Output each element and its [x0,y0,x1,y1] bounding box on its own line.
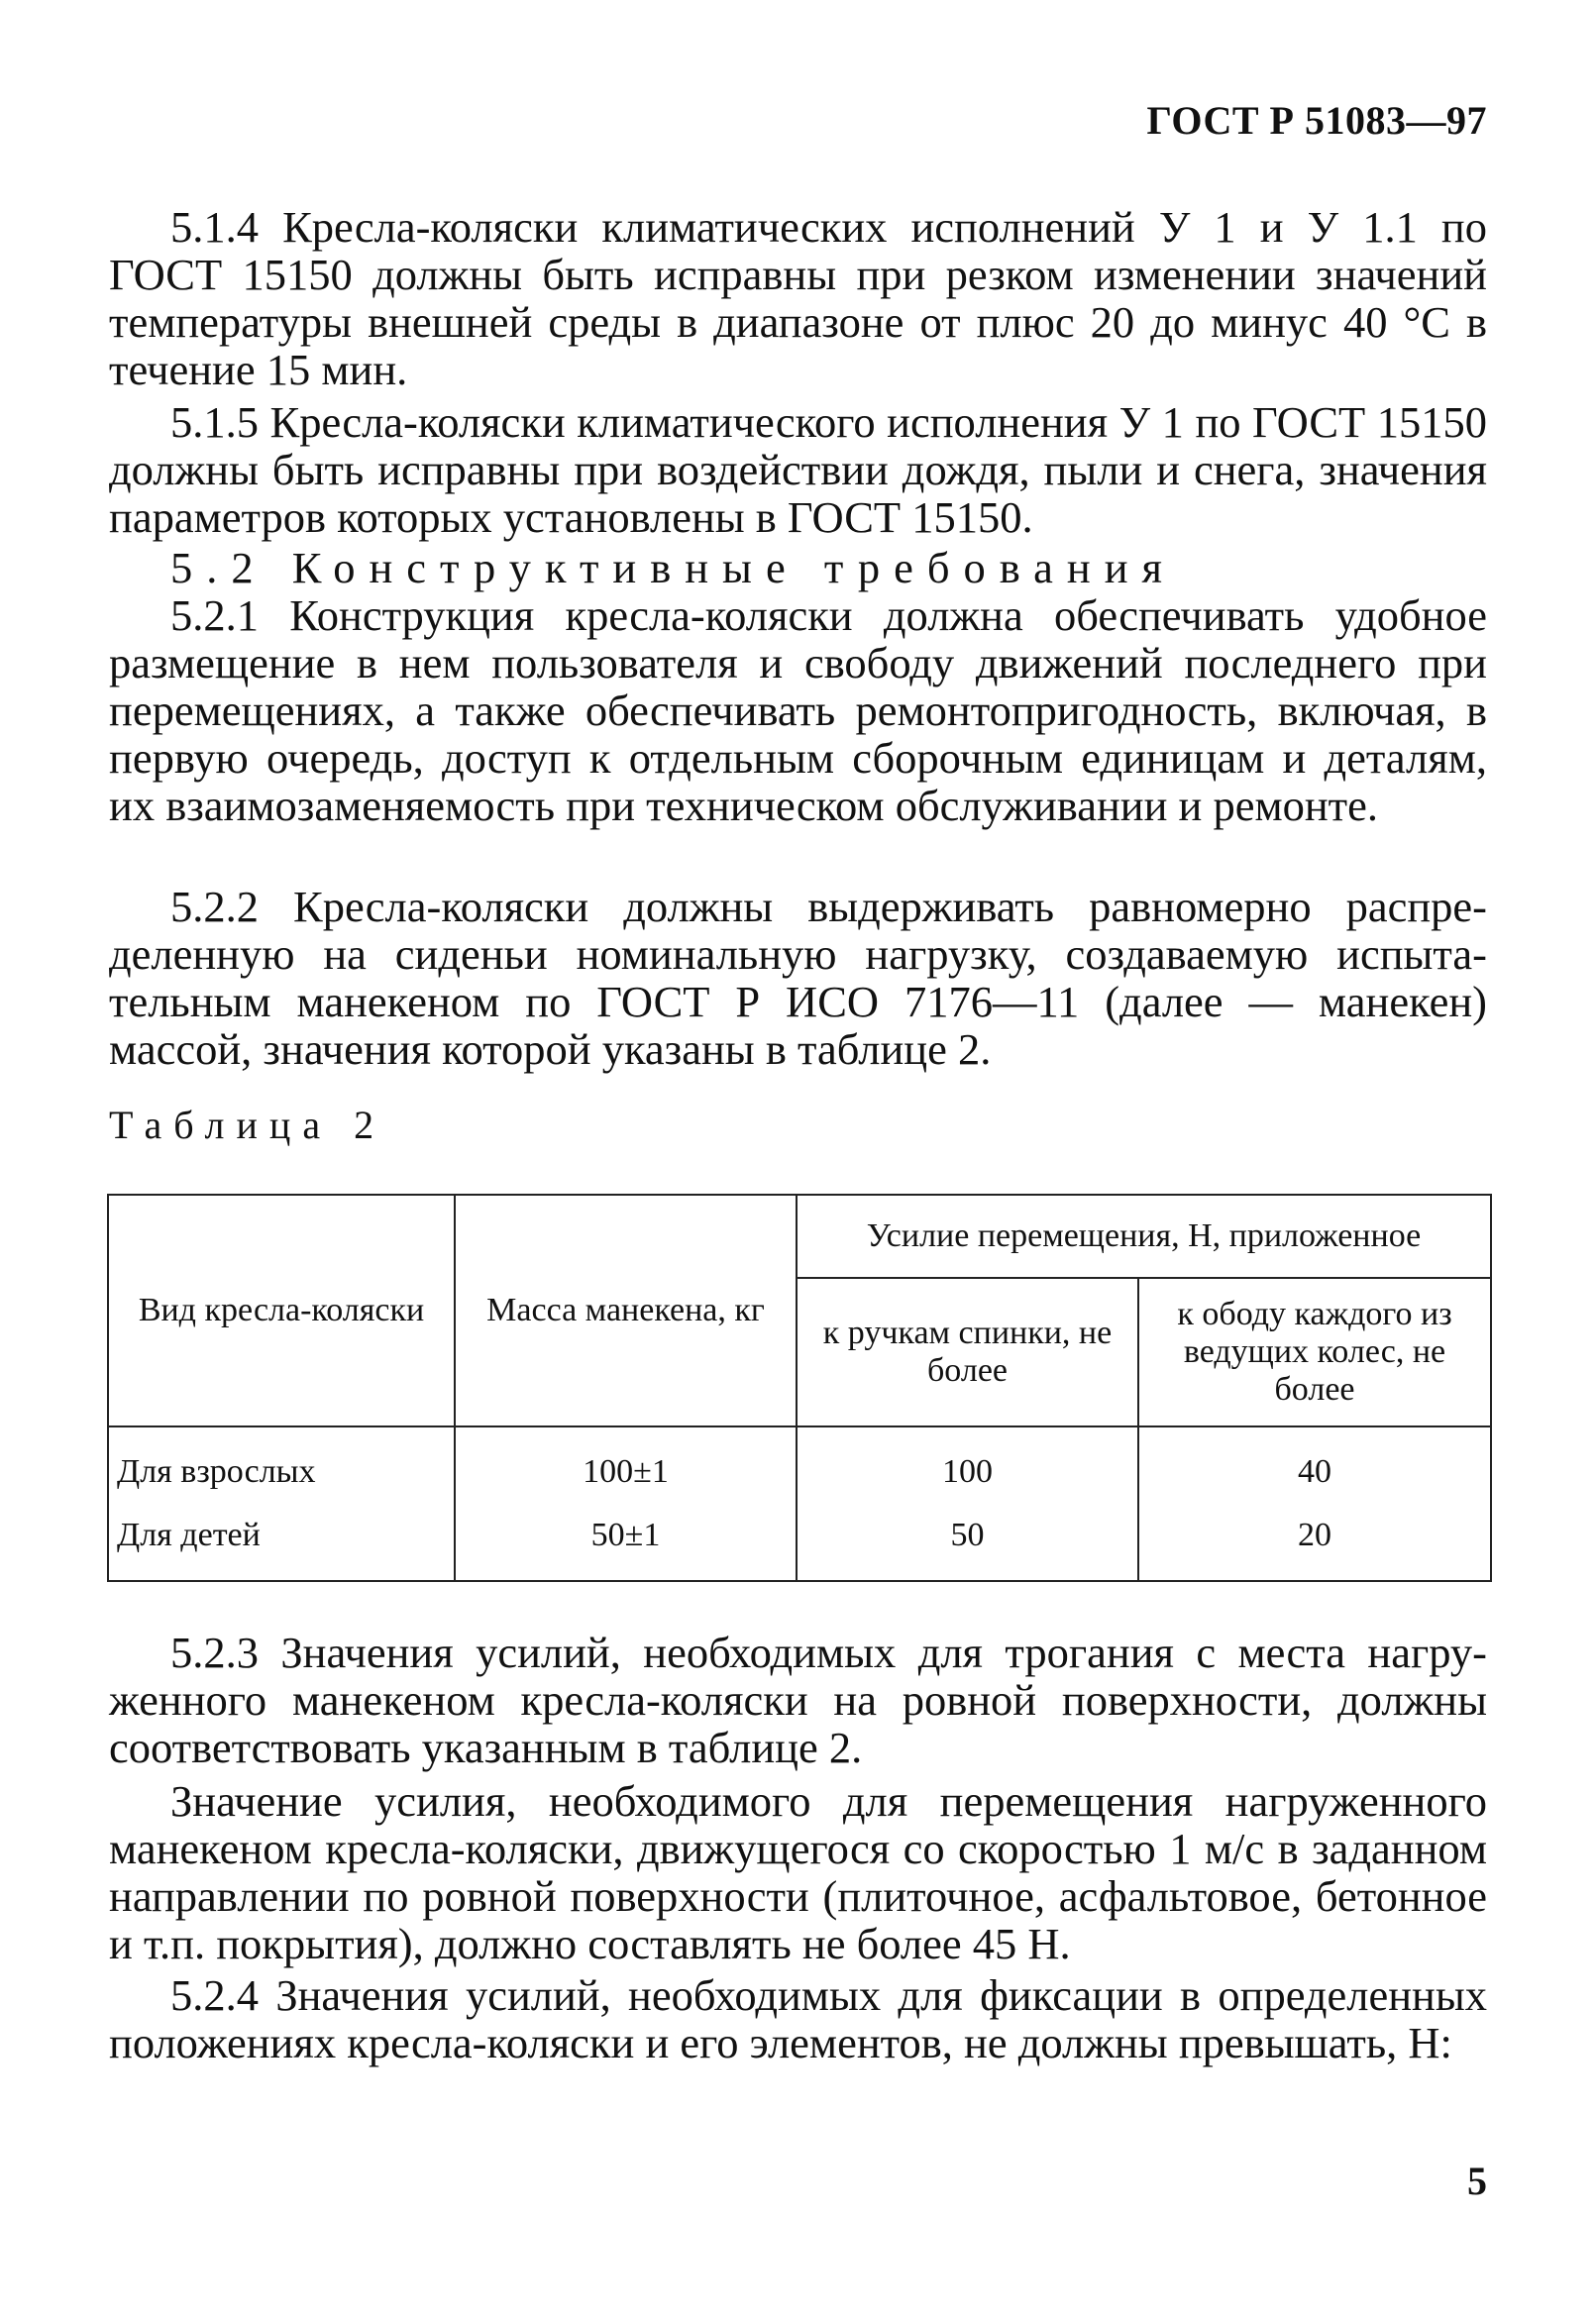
cell-rim: 20 [1138,1517,1491,1581]
header-force-handles: к ручкам спинки, не более [797,1278,1138,1426]
cell-type: Для детей [108,1517,455,1581]
table-row [108,1517,1491,1581]
cell-rim: 40 [1138,1426,1491,1517]
page-number: 5 [1467,2159,1487,2203]
section-heading-5-2: 5.2 Конструктивные требования [170,543,1176,592]
cell-handles: 100 [797,1426,1138,1517]
paragraph-5-1-4: 5.1.4 Кресла-коляски климатических исполнений У 1 и У 1.1 по ГОСТ 15150 должны быть исправны при резком изменении значений температуры внешней среды в диапазоне от плюс 20 до минус 40 °С в течение 15 мин. [109,202,1487,394]
header-force-rim: к ободу каждого из ведущих колес, не более [1138,1278,1491,1426]
cell-handles: 50 [797,1517,1138,1581]
cell-mass: 100±1 [455,1426,797,1517]
header-force-group: Усилие перемещения, Н, приложенное [797,1195,1491,1278]
table-caption: Таблица 2 [109,1103,386,1147]
paragraph-5-2-3-continued: Значение усилия, необходимого для перемещения нагруженного манекеном кресла-коляски, движущегося со скоростью 1 м/с в заданном направлении по ровной поверхности (плиточное, асфальтовое, бетонное и т.п. покрытия), должно составлять не более 45 Н. [109,1776,1487,1968]
paragraph-5-2-4: 5.2.4 Значения усилий, необходимых для фиксации в определенных положениях кресла-коляски и его элементов, не должны превышать, Н: [109,1970,1487,2067]
cell-mass: 50±1 [455,1517,797,1581]
table-row [108,1426,1491,1517]
paragraph-5-2-1: 5.2.1 Конструкция кресла-коляски должна обеспечивать удобное размещение в нем пользователя и свободу движений последнего при перемещениях, а также обеспечивать ремонтопригодность, включая, в первую очередь, доступ к отдельным сборочным единицам и деталям, их взаимозаменяемость при техническом обслуживании и ремонте. [109,590,1487,830]
paragraph-5-1-5: 5.1.5 Кресла-коляски климатического исполнения У 1 по ГОСТ 15150 должны быть исправны при воздействии дождя, пыли и снега, значения параметров которых установлены в ГОСТ 15150. [109,397,1487,542]
table-2 [107,1194,1492,1582]
document-header: ГОСТ Р 51083—97 [1146,98,1487,143]
paragraph-5-2-2: 5.2.2 Кресла-коляски должны выдерживать равномерно распределенную на сиденьи номинальную нагрузку, создаваемую испытательным манекеном по ГОСТ Р ИСО 7176—11 (далее — манекен) массой, значения которой указаны в таблице 2. [109,882,1487,1074]
cell-type: Для взрослых [108,1426,455,1517]
header-wheelchair-type: Вид кресла-коляски [108,1195,455,1426]
header-dummy-mass: Масса манекена, кг [455,1195,797,1426]
paragraph-5-2-3: 5.2.3 Значения усилий, необходимых для трогания с места нагруженного манекеном кресла-коляски на ровной поверхности, должны соответствовать указанным в таблице 2. [109,1628,1487,1772]
